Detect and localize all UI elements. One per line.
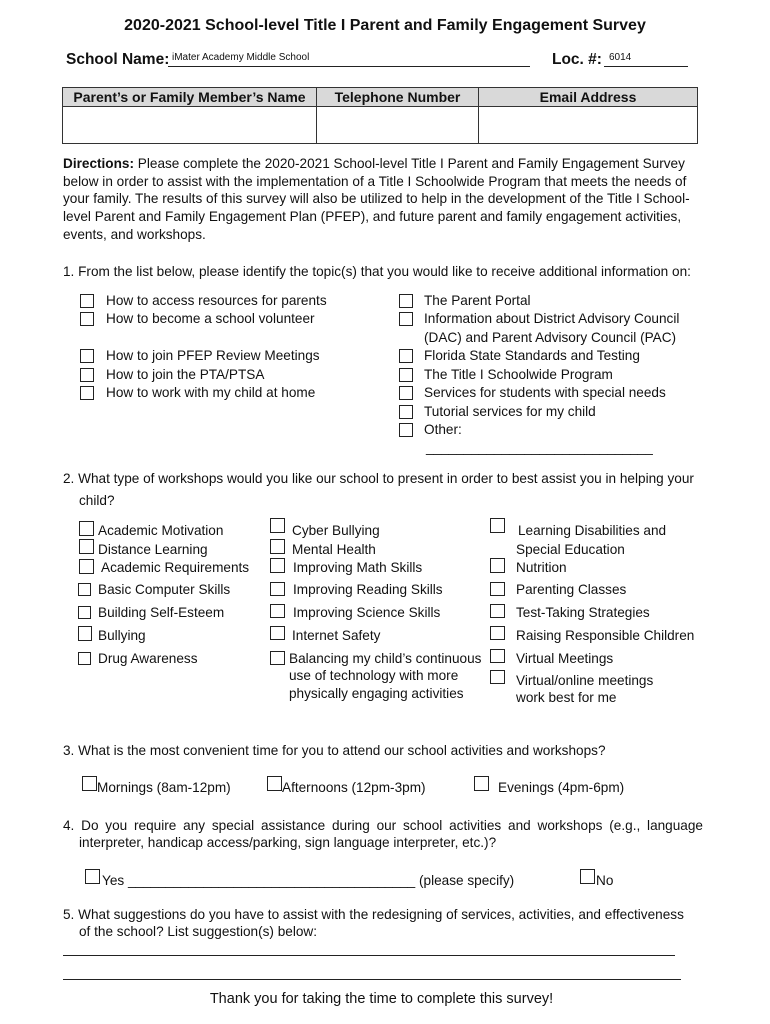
q3-question: 3. What is the most convenient time for you to attend our school activities and workshops? [63,743,606,758]
checkbox-virtual-meetings[interactable] [490,649,505,663]
checkbox-virtual-online[interactable] [490,670,505,684]
option-parenting-classes: Parenting Classes [516,582,627,597]
q1-question: 1. From the list below, please identify the topic(s) that you would like to receive additional information on: [63,264,691,279]
directions-line-3: your family. The results of this survey will also be utilized to help in the development of the Title I School- [63,191,690,207]
option-math-skills: Improving Math Skills [293,560,423,575]
checkbox-raising-children[interactable] [490,626,505,640]
checkbox-mornings[interactable] [82,776,97,791]
directions [63,155,713,244]
checkbox-pfep-meetings[interactable] [80,349,94,363]
option-no: No [596,873,614,888]
school-name-label: School Name: [66,51,170,68]
checkbox-basic-computer[interactable] [78,583,91,596]
option-pta: How to join the PTA/PTSA [106,367,265,382]
checkbox-afternoons[interactable] [267,776,282,791]
q4-question-line-2: interpreter, handicap access/parking, sign language interpreter, etc.)? [79,835,497,850]
option-work-with-child: How to work with my child at home [106,385,316,400]
contact-table [62,87,698,144]
directions-label: Directions: [63,156,135,171]
loc-line [604,66,688,67]
q4-question-line-1: 4. Do you require any special assistance during our school activities and workshops (e.g., language [63,818,703,833]
checkbox-school-volunteer[interactable] [80,312,94,326]
option-afternoons: Afternoons (12pm-3pm) [282,780,426,795]
q5-question-line-2: of the school? List suggestion(s) below: [79,924,318,939]
checkbox-reading-skills[interactable] [270,582,285,596]
checkbox-access-resources[interactable] [80,294,94,308]
option-nutrition: Nutrition [516,560,567,575]
checkbox-title-i-program[interactable] [399,368,413,382]
checkbox-balancing-technology[interactable] [270,651,285,665]
checkbox-bullying[interactable] [78,626,92,641]
q2-question-line-2: child? [79,493,115,508]
telephone-cell[interactable] [317,107,479,144]
checkbox-pta[interactable] [80,368,94,382]
option-pfep-meetings: How to join PFEP Review Meetings [106,348,320,363]
school-name-line [168,66,530,67]
checkbox-yes[interactable] [85,869,100,884]
q5-question-line-1: 5. What suggestions do you have to assist with the redesigning of services, activities, and effectiveness [63,907,684,922]
option-academic-motivation: Academic Motivation [98,523,224,538]
checkbox-mental-health[interactable] [270,539,285,554]
checkbox-academic-motivation[interactable] [79,521,94,536]
checkbox-test-taking[interactable] [490,604,505,618]
checkbox-special-needs[interactable] [399,386,413,400]
survey-title: 2020-2021 School-level Title I Parent and Family Engagement Survey [124,17,646,34]
option-self-esteem: Building Self-Esteem [98,605,225,620]
checkbox-science-skills[interactable] [270,604,285,618]
header-email: Email Address [479,88,698,107]
option-balancing-technology: Balancing my child’s continuous [289,651,482,666]
option-dac-pac-cont: (DAC) and Parent Advisory Council (PAC) [424,330,677,345]
option-basic-computer: Basic Computer Skills [98,582,231,597]
checkbox-internet-safety[interactable] [270,626,285,640]
option-title-i-program: The Title I Schoolwide Program [424,367,613,382]
checkbox-self-esteem[interactable] [78,606,91,619]
directions-line-5: events, and workshops. [63,226,206,242]
checkbox-distance-learning[interactable] [79,539,94,554]
checkbox-no[interactable] [580,869,595,884]
option-fl-standards: Florida State Standards and Testing [424,348,640,363]
checkbox-evenings[interactable] [474,776,489,791]
option-cyber-bullying: Cyber Bullying [292,523,380,538]
q2-question-line-1: 2. What type of workshops would you like our school to present in order to best assist you in helping your [63,471,694,486]
loc-field[interactable]: 6014 [609,52,632,63]
loc-label: Loc. #: [552,51,602,68]
checkbox-academic-requirements[interactable] [79,559,94,574]
option-drug-awareness: Drug Awareness [98,651,198,666]
option-special-needs: Services for students with special needs [424,385,666,400]
option-bullying: Bullying [98,628,146,643]
checkbox-drug-awareness[interactable] [78,652,91,665]
checkbox-parent-portal[interactable] [399,294,413,308]
option-reading-skills: Improving Reading Skills [293,582,443,597]
school-name-field[interactable]: iMater Academy Middle School [172,52,310,63]
checkbox-tutorial[interactable] [399,405,413,419]
option-school-volunteer: How to become a school volunteer [106,311,315,326]
option-access-resources: How to access resources for parents [106,293,327,308]
option-dac-pac: Information about District Advisory Council [424,311,680,326]
directions-line-1: Please complete the 2020-2021 School-level Title I Parent and Family Engagement Survey [134,156,685,171]
directions-line-4: level Parent and Family Engagement Plan (PFEP), and future parent and family engagement activities, [63,209,682,225]
option-balancing-technology-3: physically engaging activities [289,686,464,701]
checkbox-work-with-child[interactable] [80,386,94,400]
name-cell[interactable] [63,107,317,144]
option-virtual-online: Virtual/online meetings [516,673,654,688]
suggestion-line-2[interactable] [63,979,681,980]
option-mental-health: Mental Health [292,542,376,557]
suggestion-line-1[interactable] [63,955,675,956]
thank-you-note: Thank you for taking the time to complete this survey! [209,991,554,1007]
option-virtual-online-2: work best for me [516,690,617,705]
option-mornings: Mornings (8am-12pm) [97,780,231,795]
checkbox-learning-disabilities[interactable] [490,518,505,533]
checkbox-fl-standards[interactable] [399,349,413,363]
option-balancing-technology-2: use of technology with more [289,668,459,683]
checkbox-nutrition[interactable] [490,558,505,573]
email-cell[interactable] [479,107,698,144]
checkbox-math-skills[interactable] [270,558,285,573]
option-virtual-meetings: Virtual Meetings [516,651,614,666]
header-telephone: Telephone Number [317,88,479,107]
option-internet-safety: Internet Safety [292,628,381,643]
option-science-skills: Improving Science Skills [293,605,441,620]
header-name: Parent’s or Family Member’s Name [63,88,317,107]
other-specify-line[interactable]: ______________________________ [426,440,653,455]
option-other: Other: [424,422,462,437]
option-parent-portal: The Parent Portal [424,293,531,308]
option-learning-disabilities: Learning Disabilities and [518,523,667,538]
option-yes[interactable]: Yes ______________________________________ (please specify) [102,873,515,888]
checkbox-other[interactable] [399,423,413,437]
option-evenings: Evenings (4pm-6pm) [498,780,625,795]
option-raising-children: Raising Responsible Children [516,628,695,643]
option-distance-learning: Distance Learning [98,542,208,557]
checkbox-parenting-classes[interactable] [490,582,505,596]
option-academic-requirements: Academic Requirements [101,560,250,575]
option-tutorial: Tutorial services for my child [424,404,596,419]
directions-line-2: below in order to assist with the implementation of a Title I Schoolwide Program that meets the needs of [63,173,687,189]
option-learning-disabilities-2: Special Education [516,542,625,557]
checkbox-dac-pac[interactable] [399,312,413,326]
option-test-taking: Test-Taking Strategies [516,605,650,620]
checkbox-cyber-bullying[interactable] [270,518,285,533]
